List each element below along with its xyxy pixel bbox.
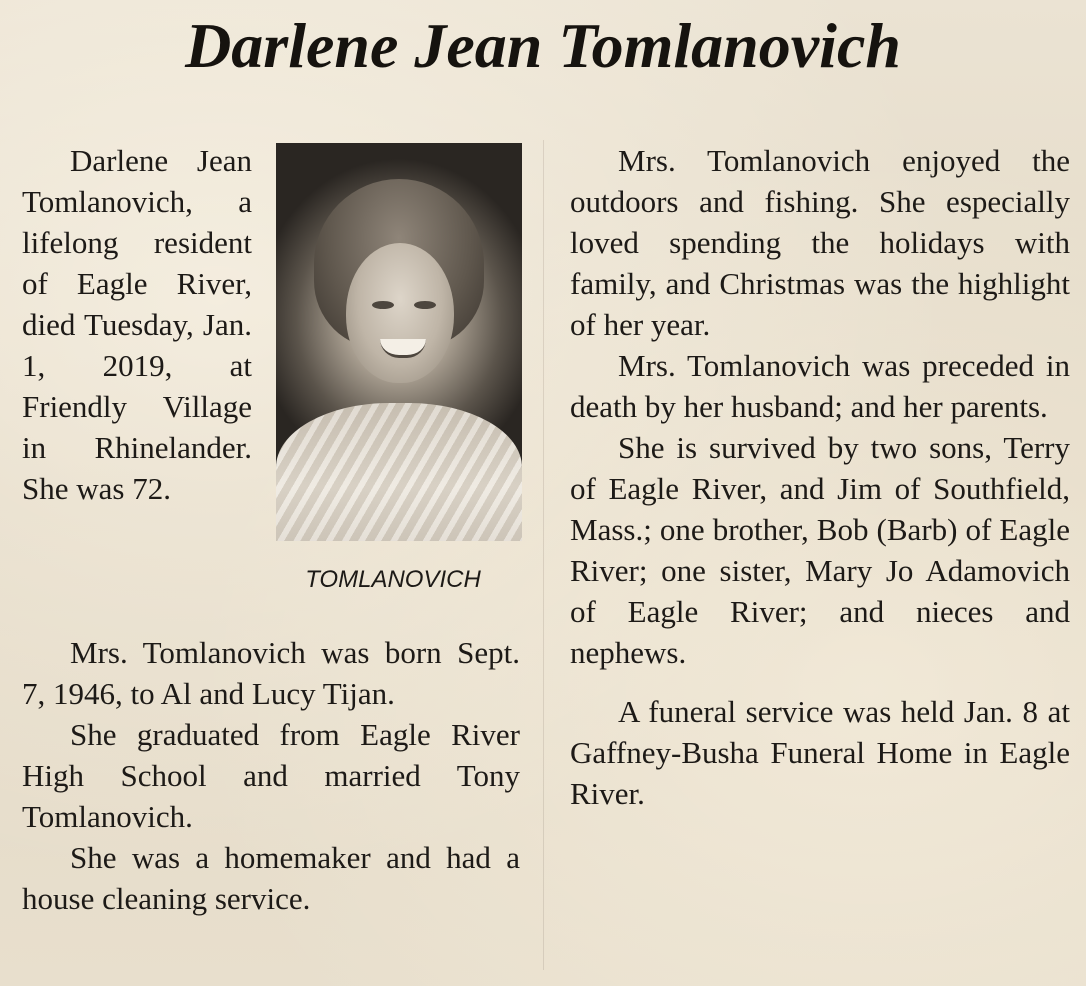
column-divider — [543, 140, 544, 970]
photo-collar — [276, 403, 522, 541]
paragraph-interests: Mrs. Tomlanovich enjoyed the outdoors and fishing. She especially loved spending the holidays with family, and Christmas was the highlight of her year. — [570, 143, 1070, 342]
headline: Darlene Jean Tomlanovich — [185, 10, 901, 81]
photo-eye-left — [372, 301, 394, 309]
photo-face — [346, 243, 454, 383]
left-column — [22, 632, 520, 919]
paragraph-education: She graduated from Eagle River High School and married Tony Tomlanovich. — [22, 717, 520, 834]
photo-caption: TOMLANOVICH — [305, 566, 481, 593]
right-column — [570, 140, 1070, 814]
paragraph-preceded: Mrs. Tomlanovich was preceded in death by her husband; and her parents. — [570, 348, 1070, 424]
photo-eye-right — [414, 301, 436, 309]
portrait-photo — [276, 143, 522, 541]
opening-paragraph: Darlene Jean Tomlanovich, a lifelong resident of Eagle River, died Tuesday, Jan. 1, 2019, at Friendly Village in Rhinelander. She was 72. — [22, 143, 252, 506]
paragraph-occupation: She was a homemaker and had a house cleaning service. — [22, 840, 520, 916]
opening-column — [22, 140, 252, 509]
paragraph-survivors: She is survived by two sons, Terry of Eagle River, and Jim of Southfield, Mass.; one brother, Bob (Barb) of Eagle River; one sister, Mary Jo Adamovich of Eagle River; and nieces and nephews. — [570, 430, 1070, 670]
paragraph-birth: Mrs. Tomlanovich was born Sept. 7, 1946, to Al and Lucy Tijan. — [22, 635, 520, 711]
paragraph-funeral: A funeral service was held Jan. 8 at Gaffney-Busha Funeral Home in Eagle River. — [570, 694, 1070, 811]
